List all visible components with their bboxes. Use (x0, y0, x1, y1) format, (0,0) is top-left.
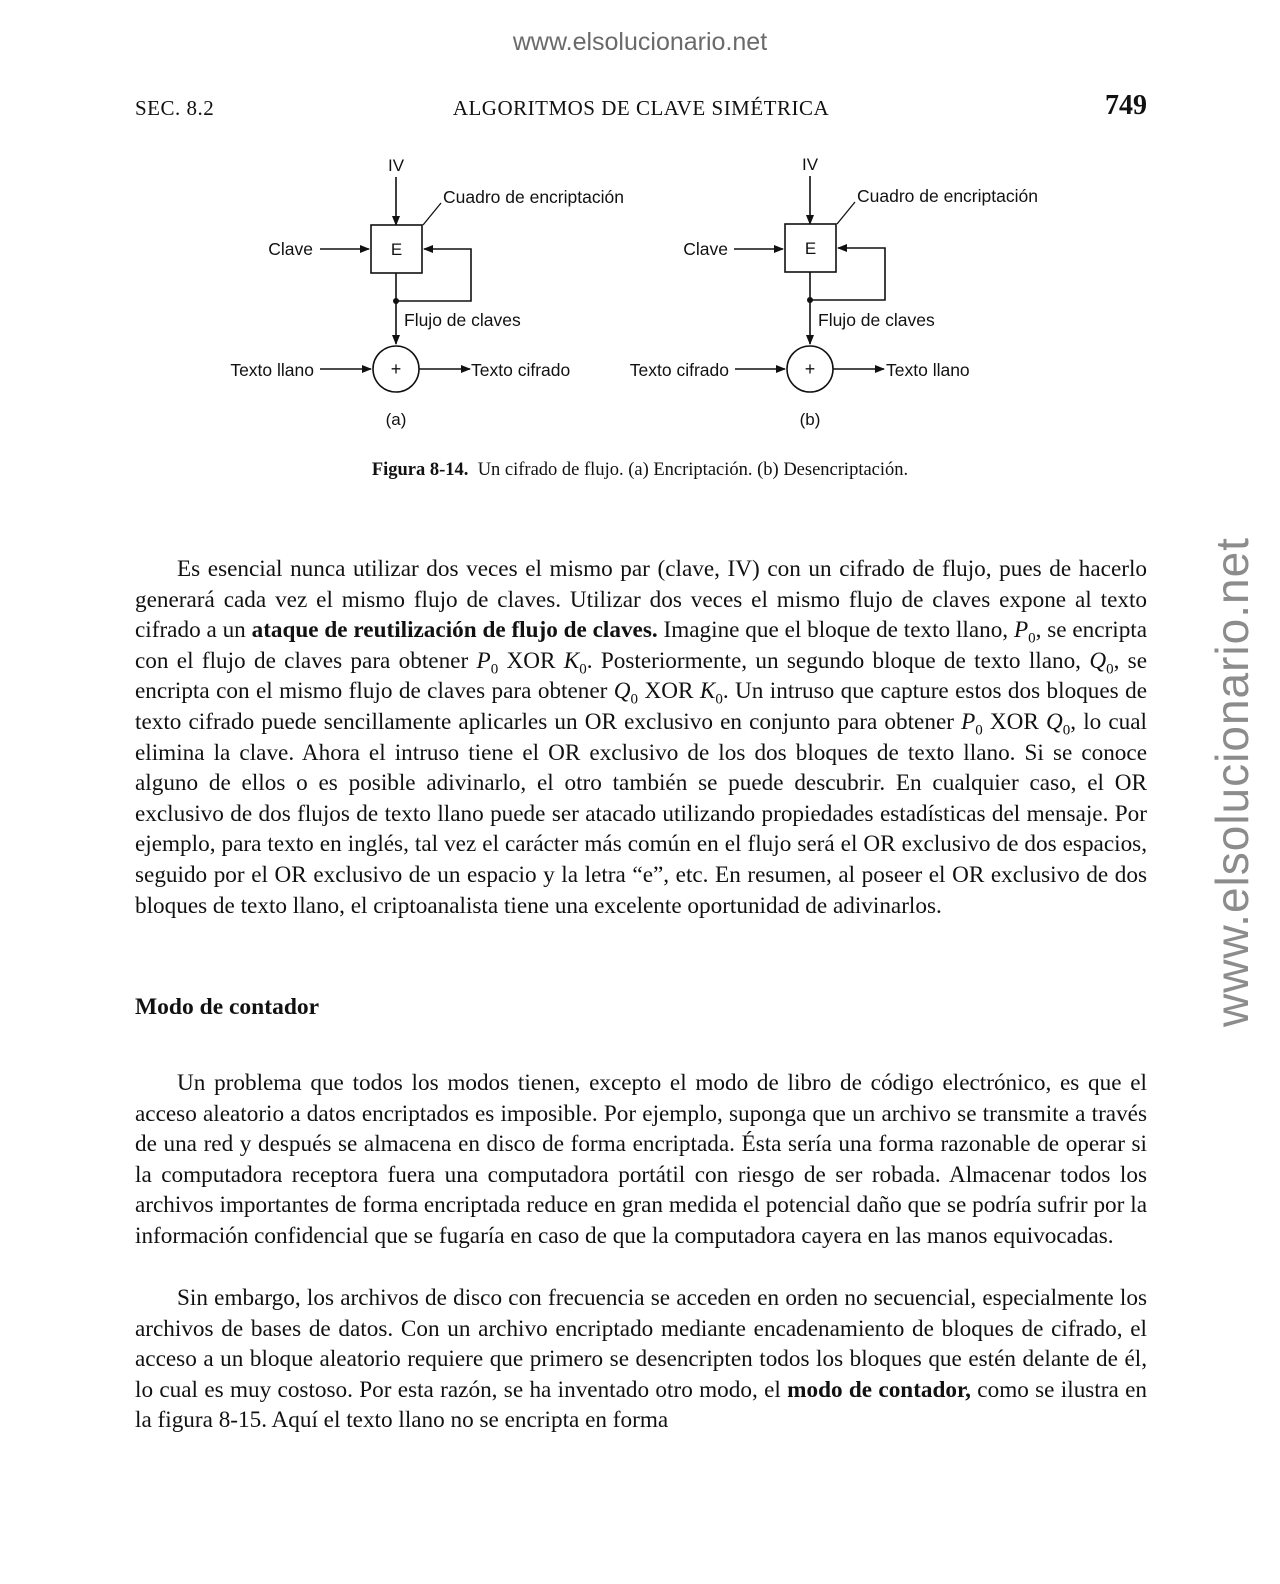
watermark-top: www.elsolucionario.net (512, 28, 768, 56)
panel-b-box-pointer (837, 202, 855, 224)
term-keystream-reuse-attack: ataque de reutilización de flujo de claves. (251, 617, 658, 644)
panel-b-key-label: Clave (683, 239, 728, 259)
panel-a-input-label: Texto llano (230, 360, 314, 380)
panel-a-xor-symbol: + (390, 359, 402, 379)
panel-a-box-pointer (423, 203, 441, 225)
panel-b-output-label: Texto llano (886, 360, 970, 380)
watermark-side: www.elsolucionario.net (1206, 537, 1258, 1027)
stream-cipher-figure (0, 140, 1280, 450)
panel-a-keystream-label: Flujo de claves (404, 310, 521, 330)
panel-a-output-label: Texto cifrado (471, 360, 571, 380)
panel-b-junction-dot (807, 297, 813, 303)
running-head (135, 90, 1147, 126)
page-number: 749 (1105, 90, 1147, 121)
panel-b-e-label: E (804, 239, 817, 258)
panel-b-keystream-label: Flujo de claves (818, 310, 935, 330)
paragraph-random-access: Un problema que todos los modos tienen, excepto el modo de libro de código electrónico, es que el acceso aleatorio a datos encriptados es imposible. Por ejemplo, suponga que un archivo se transmite a través de una red y después se almacena en disco de forma encriptada. Ésta sería una forma razonable de operar si la computadora receptora fuera una computadora portátil con riesgo de ser robada. Almacenar todos los archivos importantes de forma encriptada reduce en gran medida el potencial daño que se podría sufrir por la información confidencial que se fugaría en caso de que la computadora cayera en las manos equivocadas. (135, 1070, 1147, 1249)
chapter-section-title: ALGORITMOS DE CLAVE SIMÉTRICA (452, 96, 830, 120)
panel-a-key-label: Clave (268, 239, 313, 259)
panel-b-input-label: Texto cifrado (629, 360, 729, 380)
panel-b-label: (b) (799, 410, 821, 429)
paragraph-keystream-reuse: Es esencial nunca utilizar dos veces el mismo par (clave, IV) con un cifrado de flujo, pues de hacerlo generará cada vez el mismo flujo de claves. Utilizar dos veces el mismo flujo de claves expone al texto cifrado a un ataque de reutilización de flujo de claves. Imagine que el bloque de texto llano, $P_0$, se encripta con el flujo de claves para obtener $P_0$ XOR $K_0$. Posteriormente, un segundo bloque de texto llano, $Q_0$, se encripta con el mismo flujo de claves para obtener $Q_0$ XOR $K_0$. Un intruso que capture estos dos bloques de texto cifrado puede sencillamente aplicarles un OR exclusivo en conjunto para obtener $P_0$ XOR $Q_0$, lo cual elimina la clave. Ahora el intruso tiene el OR exclusivo de los dos bloques de texto llano. Si se conoce alguno de ellos o es posible adivinarlo, el otro también se puede descubrir. En cualquier caso, el OR exclusivo de dos flujos de texto llano puede ser atacado utilizando propiedades estadísticas del mensaje. Por ejemplo, para texto en inglés, tal vez el carácter más común en el flujo será el OR exclusivo de dos espacios, seguido por el OR exclusivo de un espacio y la letra “e”, etc. En resumen, al poseer el OR exclusivo de dos bloques de texto llano, el criptoanalista tiene una excelente oportunidad de adivinarlos. (135, 556, 1148, 919)
figure-caption-label: Figura 8-14. (371, 460, 469, 480)
panel-a-encryption (230, 156, 624, 429)
figure-caption (0, 460, 1280, 481)
panel-b-decryption (630, 155, 1038, 429)
panel-b-box-label: Cuadro de encriptación (857, 186, 1038, 206)
figure-caption-text: Un cifrado de flujo. (a) Encriptación. (b) Desencriptación. (477, 460, 909, 480)
panel-b-iv-label: IV (801, 155, 819, 174)
panel-a-box-label: Cuadro de encriptación (443, 187, 624, 207)
term-counter-mode: modo de contador, (787, 1376, 971, 1403)
section-number: SEC. 8.2 (135, 96, 215, 120)
panel-a-e-label: E (390, 240, 403, 259)
panel-a-junction-dot (393, 298, 399, 304)
paragraph-counter-mode: Sin embargo, los archivos de disco con frecuencia se acceden en orden no secuencial, especialmente los archivos de bases de datos. Con un archivo encriptado mediante encadenamiento de bloques de cifrado, el acceso a un bloque aleatorio requiere que primero se desencripten todos los bloques que estén delante de él, lo cual es muy costoso. Por esta razón, se ha inventado otro modo, el modo de contador, como se ilustra en la figura 8-15. Aquí el texto llano no se encripta en forma (135, 1285, 1147, 1434)
panel-a-iv-label: IV (387, 156, 405, 175)
panel-b-xor-symbol: + (804, 359, 816, 379)
panel-a-label: (a) (385, 410, 407, 429)
section-heading-counter-mode: Modo de contador (135, 994, 320, 1020)
